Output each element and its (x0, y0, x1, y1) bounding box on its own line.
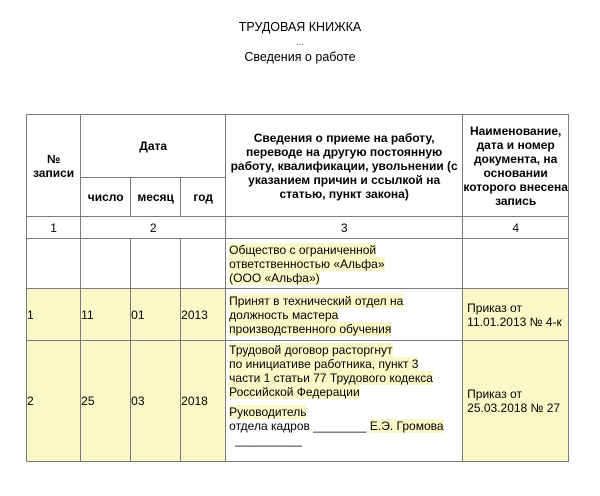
column-number: 3 (226, 217, 463, 239)
header-year: год (181, 178, 226, 217)
info-line: Российской Федерации (229, 385, 360, 399)
table-row (27, 341, 569, 462)
document-line: 11.01.2013 № 4-к (467, 314, 562, 329)
info-line: по инициативе работника, пункт 3 (229, 357, 419, 371)
signer-title: Руководитель (229, 405, 307, 419)
document-ellipsis: ... (295, 37, 305, 48)
column-number: 2 (81, 217, 226, 239)
year-cell: 2018 (181, 341, 226, 462)
header-row-top (27, 115, 569, 178)
month-cell: 03 (131, 341, 181, 462)
document-line: Приказ от (467, 300, 522, 315)
info-cell (226, 289, 463, 341)
day-cell: 25 (81, 341, 131, 462)
organization-name-cell (226, 239, 463, 289)
day-cell: 11 (81, 289, 131, 341)
info-line: части 1 статьи 77 Трудового кодекса (229, 371, 433, 385)
info-line: должность мастера (229, 307, 339, 322)
header-info: Сведения о приеме на работу, переводе на другую постоянную работу, квалификации, увольнении (с указанием причин и ссылкой на статью, пункт закона) (226, 115, 463, 217)
document-cell (463, 289, 569, 341)
info-line: Принят в технический отдел на (229, 293, 404, 308)
document-title: ТРУДОВАЯ КНИЖКА (238, 20, 362, 34)
table-row (27, 289, 569, 341)
header-day: число (81, 178, 131, 217)
signature-blank: __________ (235, 433, 302, 447)
header-record-no: № записи (27, 115, 81, 217)
year-cell: 2013 (181, 289, 226, 341)
signer-name: Е.Э. Громова (369, 419, 444, 433)
column-number: 1 (27, 217, 81, 239)
organization-row (27, 239, 569, 289)
column-number: 4 (463, 217, 569, 239)
document-line: Приказ от (467, 387, 522, 401)
document-cell (463, 341, 569, 462)
record-no-cell: 2 (27, 341, 81, 462)
record-no-cell: 1 (27, 289, 81, 341)
header-month: месяц (131, 178, 181, 217)
employment-record-table (26, 114, 569, 462)
document-line: 25.03.2018 № 27 (467, 401, 561, 415)
info-cell (226, 341, 463, 462)
organization-line: (ООО «Альфа») (229, 270, 320, 285)
info-line: Трудовой договор расторгнут (229, 343, 393, 357)
column-numbers-row (27, 217, 569, 239)
info-line: производственного обучения (229, 321, 392, 336)
month-cell: 01 (131, 289, 181, 341)
signer-position-line: отдела кадров ________ (229, 419, 370, 433)
organization-line: Общество с ограниченной (229, 242, 377, 257)
header-document: Наименование, дата и номер документа, на основании которого внесена запись (463, 115, 569, 217)
organization-line: ответственностью «Альфа» (229, 256, 385, 271)
header-date: Дата (81, 115, 226, 178)
document-subtitle: Сведения о работе (244, 50, 356, 64)
